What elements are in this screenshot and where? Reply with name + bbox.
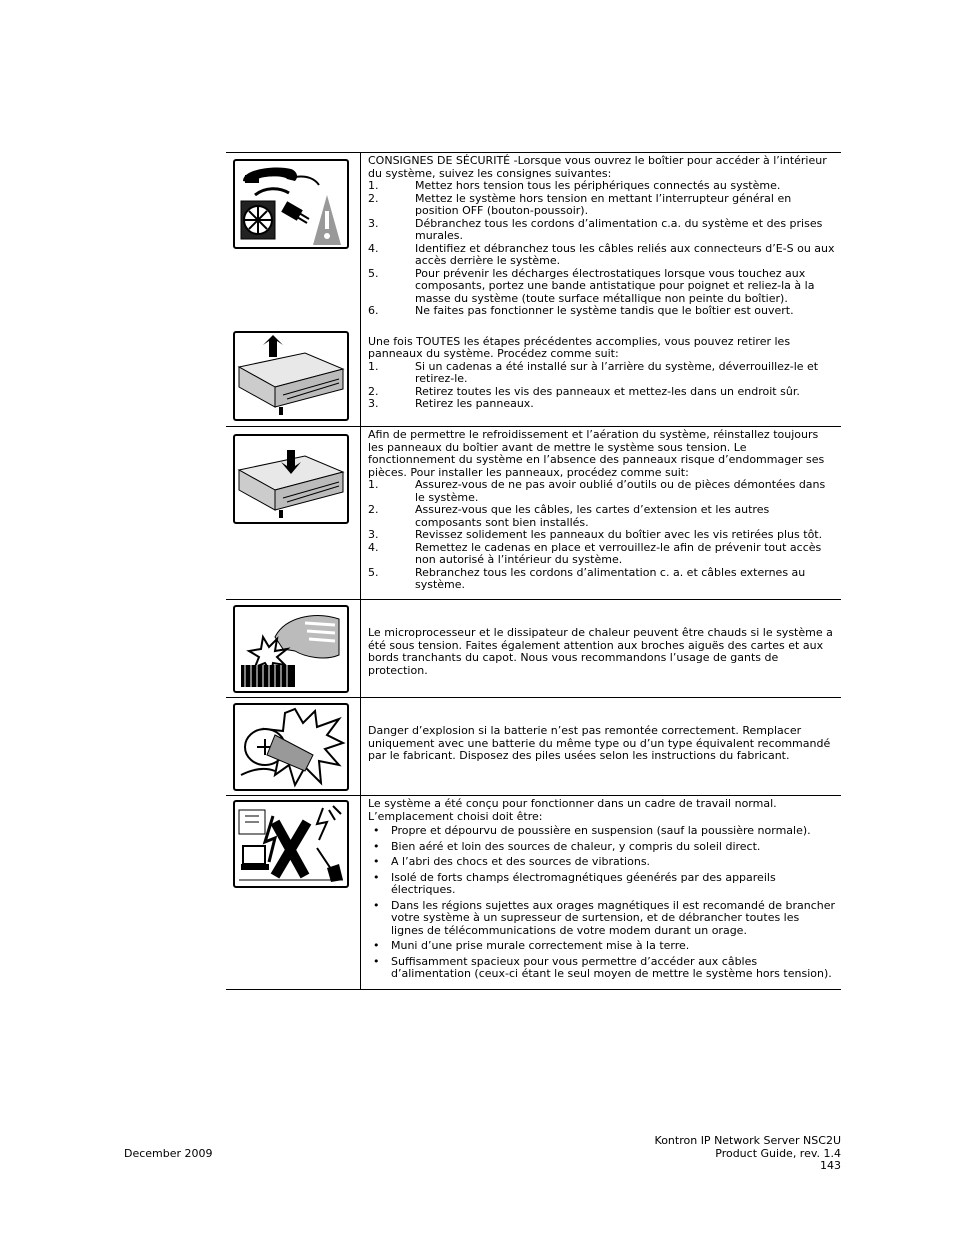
icon-cell <box>226 698 361 795</box>
hot-heatsink-icon <box>233 605 349 693</box>
text-cell <box>361 153 841 426</box>
footer-guide: Product Guide, rev. 1.4 <box>715 1146 841 1160</box>
step-text: Remettez le cadenas en place et verrouillez-le afin de prévenir tout accès non autorisé à l’intérieur du système. <box>415 540 822 566</box>
footer-date: December 2009 <box>124 1147 213 1160</box>
remove-panels-intro: Une fois TOUTES les étapes précédentes accomplies, vous pouvez retirer les panneaux du système. Procédez comme suit: <box>368 334 791 360</box>
icon-cell <box>226 600 361 697</box>
step-number: 5. <box>368 266 379 280</box>
step-number: 2. <box>368 191 379 205</box>
bullet-icon: • <box>373 898 380 912</box>
step-text: Débranchez tous les cordons d’alimentation c.a. du système et des prises murales. <box>415 216 823 242</box>
remove-steps <box>368 361 835 411</box>
step-text: Rebranchez tous les cordons d’alimentation c. a. et câbles externes au système. <box>415 565 806 591</box>
text-cell <box>361 427 841 599</box>
step-number: 4. <box>368 241 379 255</box>
step-number: 4. <box>368 540 379 554</box>
bullet-text: Suffisamment spacieux pour vous permettre d’accéder aux câbles d’alimentation (ceux-ci étant le seul moyen de mettre le système hors tension). <box>391 954 832 980</box>
step-text: Assurez-vous de ne pas avoir oublié d’outils ou de pièces démontées dans le système. <box>415 478 826 504</box>
footer-product-info <box>655 1135 841 1173</box>
list-item <box>368 825 835 838</box>
step-text: Assurez-vous que les câbles, les cartes d’extension et les autres composants sont bien installés. <box>415 503 770 529</box>
page-number: 143 <box>820 1159 841 1172</box>
list-item <box>368 180 835 193</box>
battery-warning: Danger d’explosion si la batterie n’est pas remontée correctement. Remplacer uniquement avec une batterie du même type ou d’un type équivalent recommandé par le fabricant. Disposez des piles usées selon les instructions du fabricant. <box>368 724 831 762</box>
bullet-icon: • <box>373 855 380 868</box>
reinstall-intro: Afin de permettre le refroidissement et l’aération du système, réinstallez toujours les panneaux du boîtier avant de mettre le système sous tension. Le fonctionnement du système en l’absence des panneaux risque d’endommager ses pièces. Pour installer les panneaux, procédez comme suit: <box>368 428 825 479</box>
step-number: 1. <box>368 179 379 192</box>
icon-cell <box>226 427 361 599</box>
list-item <box>368 542 835 567</box>
step-text: Mettez le système hors tension en mettant l’interrupteur général en position OFF (bouton-poussoir). <box>415 191 792 217</box>
environment-hazards-icon <box>233 800 349 888</box>
list-item <box>368 193 835 218</box>
bullet-text: Bien aéré et loin des sources de chaleur, y compris du soleil direct. <box>391 839 761 853</box>
list-item <box>368 872 835 897</box>
list-item <box>368 218 835 243</box>
list-item <box>368 504 835 529</box>
table-row <box>226 600 841 698</box>
safety-table <box>226 152 841 990</box>
bullet-text: Propre et dépourvu de poussière en suspension (sauf la poussière normale). <box>391 824 811 837</box>
text-cell <box>361 796 841 989</box>
list-item <box>368 243 835 268</box>
safety-intro: CONSIGNES DE SÉCURITÉ -Lorsque vous ouvrez le boîtier pour accéder à l’intérieur du système, suivez les consignes suivantes: <box>368 154 827 180</box>
install-panel-icon <box>233 434 349 524</box>
step-number: 1. <box>368 478 379 491</box>
bullet-icon: • <box>373 939 380 952</box>
table-row <box>226 698 841 796</box>
list-item <box>368 856 835 869</box>
bullet-text: Isolé de forts champs électromagnétiques géenérés par des appareils électriques. <box>391 870 776 896</box>
bullet-icon: • <box>373 839 380 853</box>
step-number: 2. <box>368 503 379 516</box>
step-number: 6. <box>368 304 379 317</box>
environment-bullets <box>368 825 835 981</box>
bullet-text: Muni d’une prise murale correctement mise à la terre. <box>391 939 690 952</box>
step-text: Si un cadenas a été installé sur à l’arrière du système, déverrouillez-le et retirez-le. <box>415 359 819 385</box>
list-item <box>368 841 835 854</box>
bullet-icon: • <box>373 870 380 884</box>
step-text: Pour prévenir les décharges électrostatiques lorsque vous touchez aux composants, portez une bande antistatique pour poignet et reliez-la à la masse du système (toute surface métallique non peinte du boîtier). <box>415 266 815 305</box>
bullet-text: Dans les régions sujettes aux orages magnétiques il est recomandé de brancher votre système à un supresseur de surtension, et de débrancher toutes les lignes de télécommunications de votre modem durant un orage. <box>391 898 836 937</box>
table-row <box>226 427 841 600</box>
step-number: 3. <box>368 397 379 410</box>
step-text: Ne faites pas fonctionner le système tandis que le boîtier est ouvert. <box>415 304 794 317</box>
table-row <box>226 796 841 990</box>
list-item <box>368 479 835 504</box>
list-item <box>368 398 835 411</box>
text-cell <box>361 698 841 795</box>
remove-panel-icon <box>233 331 349 421</box>
step-text: Retirez les panneaux. <box>415 397 534 410</box>
reinstall-steps <box>368 479 835 592</box>
list-item <box>368 940 835 953</box>
step-number: 3. <box>368 528 379 541</box>
step-text: Identifiez et débranchez tous les câbles reliés aux connecteurs d’E-S ou aux accès derrière le système. <box>415 241 835 267</box>
step-text: Revissez solidement les panneaux du boîtier avec les vis retirées plus tôt. <box>415 528 823 541</box>
list-item <box>368 900 835 938</box>
list-item <box>368 956 835 981</box>
bullet-text: A l’abri des chocs et des sources de vibrations. <box>391 855 651 868</box>
table-row <box>226 153 841 427</box>
icon-cell <box>226 796 361 989</box>
list-item <box>368 567 835 592</box>
step-number: 5. <box>368 565 379 579</box>
battery-explosion-icon <box>233 703 349 791</box>
footer-product: Kontron IP Network Server NSC2U <box>654 1134 841 1147</box>
step-number: 1. <box>368 359 379 373</box>
bullet-icon: • <box>373 824 380 837</box>
text-cell <box>361 600 841 697</box>
icon-cell <box>226 153 361 426</box>
safety-steps <box>368 180 835 318</box>
disconnect-power-icon <box>233 159 349 249</box>
step-number: 2. <box>368 384 379 398</box>
heatsink-warning: Le microprocesseur et le dissipateur de chaleur peuvent être chauds si le système a été sous tension. Faites également attention aux broches aiguës des cartes et aux bords tranchants du capot. Nous vous recommandons l’usage de gants de protection. <box>368 626 833 677</box>
list-item <box>368 268 835 306</box>
step-text: Mettez hors tension tous les périphériques connectés au système. <box>415 179 781 192</box>
step-number: 3. <box>368 216 379 230</box>
bullet-icon: • <box>373 954 380 968</box>
list-item <box>368 305 835 318</box>
step-text: Retirez toutes les vis des panneaux et mettez-les dans un endroit sûr. <box>415 384 800 398</box>
environment-intro: Le système a été conçu pour fonctionner dans un cadre de travail normal. L’emplacement choisi doit être: <box>368 797 777 823</box>
list-item <box>368 361 835 386</box>
list-item <box>368 529 835 542</box>
